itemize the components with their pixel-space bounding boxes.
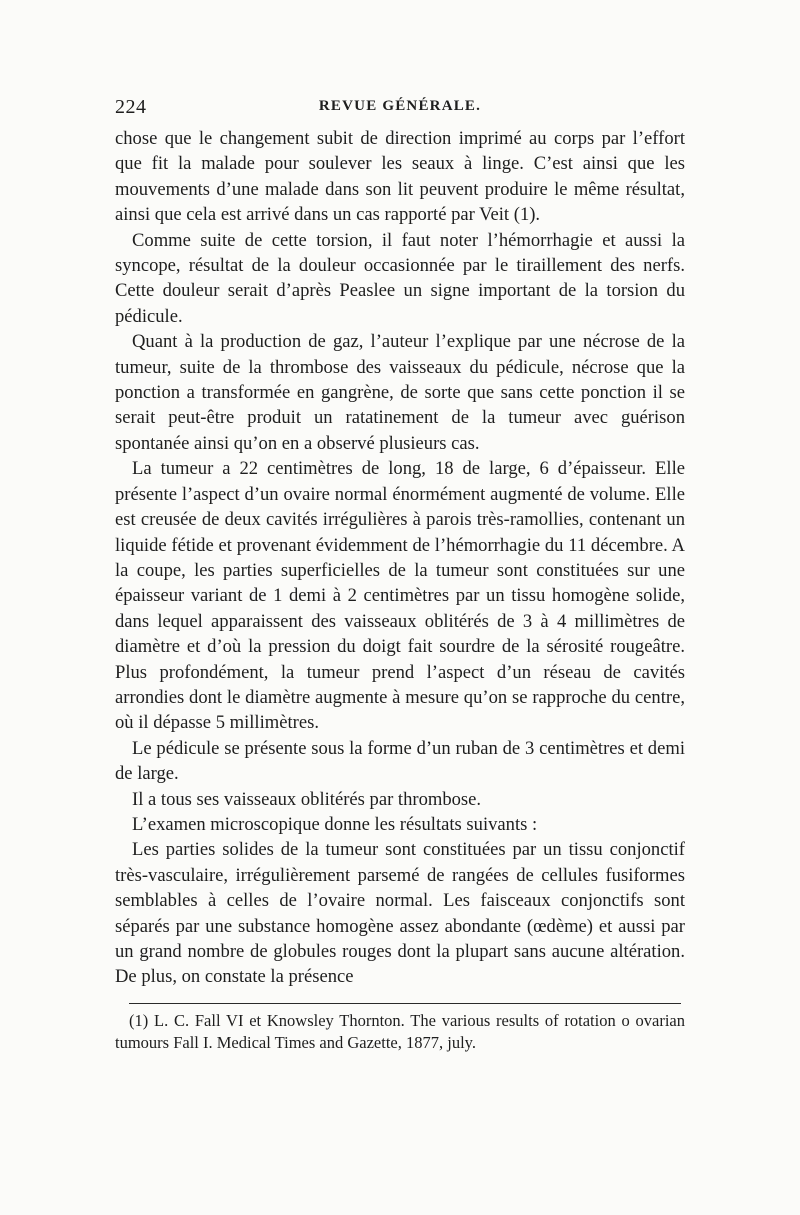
paragraph: chose que le changement subit de direction imprimé au corps par l’effort que fit la malade pour soulever les seaux à linge. C’est ainsi que les mouvements d’une malade dans son lit peuvent produire le même résultat, ainsi que cela est arrivé dans un cas rapporté par Veit (1). [115,128,685,226]
paragraph: Les parties solides de la tumeur sont constituées par un tissu conjonctif très-vasculaire, irrégulièrement parsemé de rangées de cellules fusiformes semblables à celles de l’ovaire normal. Les faisceaux conjonctifs sont séparés par une substance homogène assez abondante (œdème) et aussi par un grand nombre de globules rouges dont la plupart sans aucune altération. De plus, on constate la présence [115,839,685,988]
book-page [115,96,685,1054]
footnotes [115,1010,685,1054]
paragraph: Il a tous ses vaisseaux oblitérés par thrombose. [132,788,482,810]
footnote-divider [129,1003,681,1004]
body-text [115,126,685,990]
footnote: (1) L. C. Fall VI et Knowsley Thornton. The various results of rotation o ovarian tumours Fall I. Medical Times and Gazette, 1877, july. [115,1010,685,1052]
page-number: 224 [115,96,147,118]
paragraph: L’examen microscopique donne les résultats suivants : [132,813,538,835]
paragraph: Le pédicule se présente sous la forme d’un ruban de 3 centimètres et demi de large. [115,737,685,785]
journal-title: REVUE GÉNÉRALE. [318,98,482,114]
running-header [115,96,685,126]
paragraph: La tumeur a 22 centimètres de long, 18 de large, 6 d’épaisseur. Elle présente l’aspect d’un ovaire normal énormément augmenté de volume. Elle est creusée de deux cavités irrégulières à parois très-ramollies, contenant un liquide fétide et provenant évidemment de l’hémorrhagie du 11 décembre. A la coupe, les parties superficielles de la tumeur sont constituées sur une épaisseur variant de 1 demi à 2 centimètres par un tissu homogène solide, dans lequel apparaissent des vaisseaux oblitérés de 3 à 4 millimètres de diamètre et d’où la pression du doigt fait sourdre de la sérosité rougeâtre. Plus profondément, la tumeur prend l’aspect d’un réseau de cavités arrondies dont le diamètre augmente à mesure qu’on se rapproche du centre, où il dépasse 5 millimètres. [115,458,685,734]
paragraph: Quant à la production de gaz, l’auteur l’explique par une nécrose de la tumeur, suite de la thrombose des vaisseaux du pédicule, nécrose que la ponction a transformée en gangrène, de sorte que sans cette ponction il se serait peut-être produit un ratatinement de la tumeur avec guérison spontanée ainsi qu’on en a observé plusieurs cas. [115,331,685,454]
paragraph: Comme suite de cette torsion, il faut noter l’hémorrhagie et aussi la syncope, résultat de la douleur occasionnée par le tiraillement des nerfs. Cette douleur serait d’après Peaslee un signe important de la torsion du pédicule. [115,229,685,327]
